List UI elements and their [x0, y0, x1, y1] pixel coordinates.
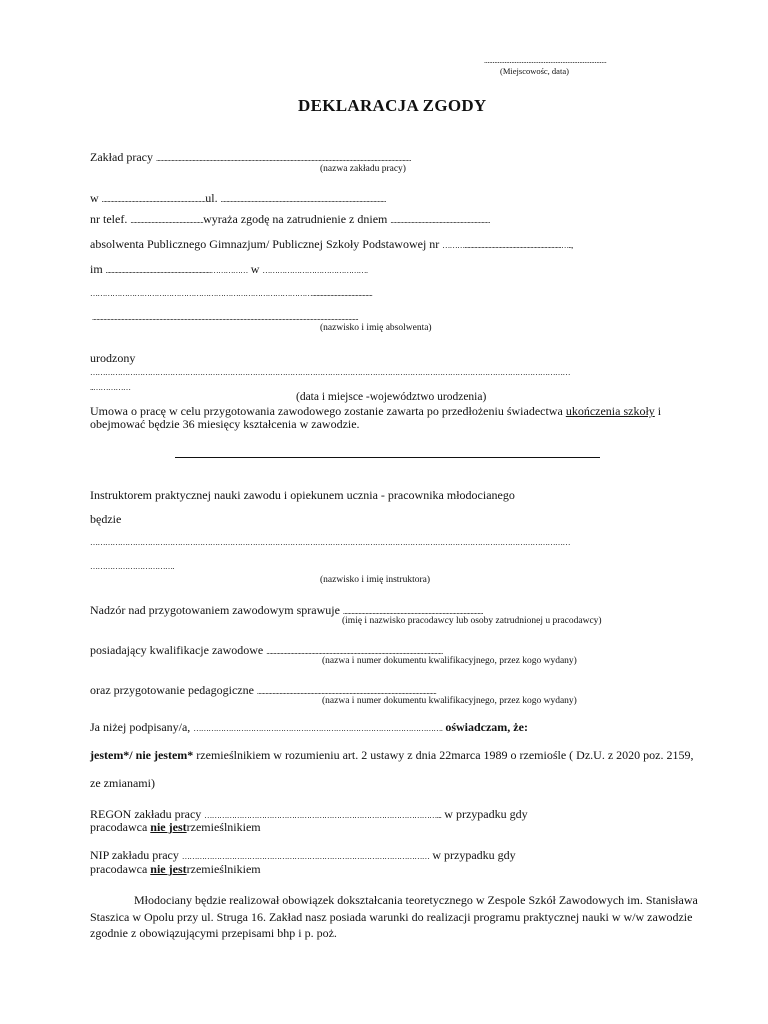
graduate-dots: ……….....................................................................….., — [442, 241, 573, 250]
employer-caption: (nazwa zakładu pracy) — [320, 164, 406, 174]
qualifications-caption: (nazwa i numer dokumentu kwalifikacyjnego, przez kogo wydany) — [322, 656, 577, 666]
pedagogy-label: oraz przygotowanie pedagogiczne — [90, 683, 254, 697]
regon-line2 — [90, 820, 261, 835]
born-label: urodzony — [90, 351, 136, 365]
address-ul-label: ul. — [205, 191, 218, 205]
born-line2: ..…………… — [90, 383, 131, 392]
phone-dots: .................................................... — [130, 216, 204, 225]
footer-line3: zgodnie z obowiązującymi przepisami bhp i p. poż. — [90, 926, 337, 940]
qualifications-label: posiadający kwalifikacje zawodowe — [90, 643, 264, 657]
employer-row — [90, 150, 411, 165]
graduate-w-dots: ……………………………………. — [262, 266, 368, 275]
contract-school-link: ukończenia szkoły — [565, 404, 655, 418]
phone-consent: wyraża zgodę na zatrudnienie z dniem — [203, 212, 388, 226]
nip-row — [90, 848, 516, 863]
declaration-jestem-row — [90, 748, 694, 763]
regon-dots: …………………………………………………………………………………... — [204, 811, 442, 820]
contract-line2: obejmować będzie 36 miesięcy kształcenia w zawodzie. — [90, 417, 360, 431]
graduate-im-row — [90, 262, 367, 277]
pedagogy-dots: ................................................................................................................................ — [256, 687, 437, 696]
phone-dots2: ....................................................................... — [390, 216, 490, 225]
nip-line2-c: rzemieślnikiem — [186, 862, 261, 876]
instructor-caption: (nazwisko i imię instruktora) — [320, 575, 431, 585]
page-title: DEKLARACJA ZGODY — [298, 96, 487, 115]
graduate-row — [90, 237, 573, 252]
declaration-rest: rzemieślnikiem w rozumieniu art. 2 ustawy z dnia 22marca 1989 o rzemiośle ( Dz.U. z 2020 poz. 2159, — [196, 748, 694, 762]
graduate-line3: ………………………………………………………………………………........................................... — [90, 289, 373, 298]
declaration-label: Ja niżej podpisany/a, — [90, 720, 191, 734]
contract-text-b: i — [657, 404, 662, 418]
divider — [175, 457, 600, 458]
graduate-text: absolwenta Publicznego Gimnazjum/ Publicznej Szkoły Podstawowej nr — [90, 237, 440, 251]
graduate-caption: (nazwisko i imię absolwenta) — [320, 323, 432, 333]
nip-tail: w przypadku gdy — [432, 848, 516, 862]
instructor-bedzie: będzie — [90, 512, 122, 526]
graduate-im-label: im — [90, 262, 103, 276]
nip-line2-a: pracodawca — [90, 862, 148, 876]
born-line1: ………………………………………………………………………………………………………………………………………………………………………… — [90, 368, 570, 377]
supervision-label: Nadzór nad przygotowaniem zawodowym sprawuje — [90, 603, 340, 617]
nip-line2-b: nie jest — [150, 862, 187, 876]
employer-label: Zakład pracy — [90, 150, 153, 164]
place-date-caption: (Miejscowośc, data) — [500, 66, 569, 76]
instructor-line1: ………………………………………………………………………………………………………………………………………………………………………… — [90, 538, 570, 547]
declaration-jestem: jestem*/ nie jestem* — [90, 748, 194, 762]
pedagogy-caption: (nazwa i numer dokumentu kwalifikacyjnego, przez kogo wydany) — [322, 696, 577, 706]
phone-row — [90, 212, 490, 227]
declaration-dots: ………………………………………………………………………………………. — [193, 724, 443, 733]
contract-text-a: Umowa o pracę w celu przygotowania zawodowego zostanie zawarta po przedłożeniu świadectwa — [90, 404, 563, 418]
instructor-line2: ……………………………. — [90, 562, 174, 571]
regon-tail: w przypadku gdy — [444, 807, 528, 821]
qualifications-dots: .............................................................................................................................. — [266, 647, 443, 656]
nip-line2 — [90, 862, 261, 877]
footer-line1: Młodociany będzie realizował obowiązek dokształcania teoretycznego w Zespole Szkół Zawodowych im. Stanisława — [134, 893, 698, 907]
employer-dots: ...................................................................................................................................................................................... — [155, 154, 411, 163]
declaration-line2: ze zmianami) — [90, 776, 155, 790]
born-caption: (data i miejsce -województwo urodzenia) — [296, 391, 487, 403]
nip-label: NIP zakładu pracy — [90, 848, 179, 862]
supervision-caption: (imię i nazwisko pracodawcy lub osoby zatrudnionej u pracodawcy) — [342, 616, 602, 626]
regon-line2-b: nie jest — [150, 820, 187, 834]
address-dots1: .......................................................................... — [101, 195, 206, 204]
address-w-label: w — [90, 191, 99, 205]
graduate-im-dots: ...........................................................................…………… — [105, 266, 248, 275]
address-dots2: ...................................................................................................................... — [220, 195, 386, 204]
supervision-dots: .................................................................................................... — [342, 607, 483, 616]
footer-line2: Staszica w Opolu przy ul. Struga 16. Zakład nasz posiada warunki do realizacji programu praktycznej nauki w w/w zawodzie — [90, 910, 693, 924]
address-row — [90, 191, 386, 206]
regon-label: REGON zakładu pracy — [90, 807, 202, 821]
declaration-row — [90, 720, 528, 735]
graduate-w-label: w — [250, 262, 260, 276]
place-date-line: ........................................................................ — [484, 56, 607, 65]
instructor-text: Instruktorem praktycznej nauki zawodu i opiekunem ucznia - pracownika młodocianego — [90, 488, 515, 502]
regon-line2-c: rzemieślnikiem — [186, 820, 261, 834]
regon-line2-a: pracodawca — [90, 820, 148, 834]
graduate-line4: .............................................................................................................................................................................................. — [92, 313, 359, 322]
nip-dots: ……………………………………………………………………………………… — [181, 852, 430, 861]
phone-label: nr telef. — [90, 212, 128, 226]
declaration-bold-end: oświadczam, że: — [445, 720, 528, 734]
